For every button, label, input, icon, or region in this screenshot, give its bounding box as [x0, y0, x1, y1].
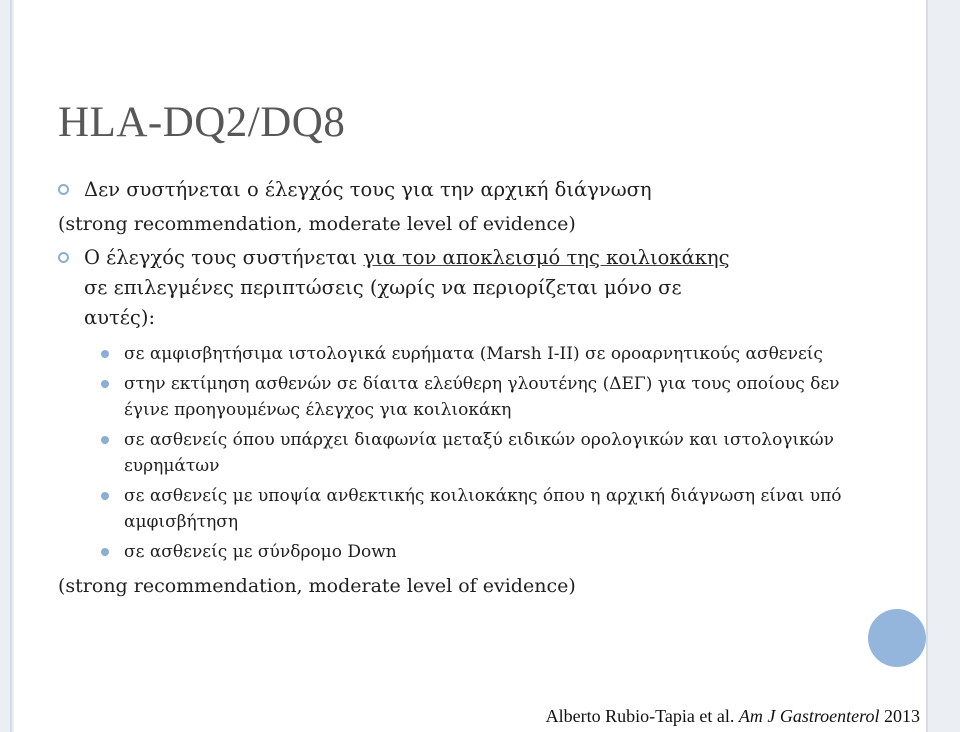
bullet-text-line: σε επιλεγμένες περιπτώσεις (χωρίς να περιορίζεται μόνο σε — [84, 276, 682, 299]
bullet-text-prefix: Ο έλεγχός τους συστήνεται — [84, 246, 364, 269]
hollow-circle-bullet-icon — [58, 184, 69, 195]
bullet-item — [58, 175, 858, 205]
citation-journal: Am J Gastroenterol — [738, 706, 880, 726]
dot-bullet-icon — [101, 548, 109, 556]
slide-title: HLA-DQ2/DQ8 — [58, 99, 346, 146]
bullet-text-emphasis: για τον αποκλεισμό της κοιλιοκάκης — [363, 246, 730, 269]
sub-item-text: σε αμφισβητήσιμα ιστολογικά ευρήματα (Marsh I-II) σε οροαρνητικούς ασθενείς — [124, 344, 823, 364]
sub-list-item — [58, 483, 858, 535]
sub-list-item — [58, 539, 858, 565]
sub-list-item — [58, 371, 858, 423]
sub-list-item — [58, 341, 858, 367]
dot-bullet-icon — [101, 436, 109, 444]
sub-item-text: σε ασθενείς με σύνδρομο Down — [124, 542, 397, 562]
citation-authors: Alberto Rubio-Tapia et al. — [545, 706, 739, 726]
slide-frame-left — [0, 0, 14, 732]
hollow-circle-bullet-icon — [58, 252, 69, 263]
dot-bullet-icon — [101, 350, 109, 358]
bullet-text: Δεν συστήνεται ο έλεγχός τους για την αρχική διάγνωση — [84, 178, 652, 201]
bullet-item — [58, 243, 858, 333]
recommendation-note: (strong recommendation, moderate level of evidence) — [58, 213, 576, 235]
citation-year: 2013 — [879, 706, 920, 726]
slide-frame-right — [926, 0, 960, 732]
slide-body — [58, 175, 858, 601]
sub-item-text: σε ασθενείς με υποψία ανθεκτικής κοιλιοκάκης όπου η αρχική διάγνωση είναι υπό αμφισβήτηση — [124, 486, 842, 532]
citation — [546, 706, 920, 727]
decorative-circle-icon — [868, 609, 926, 667]
dot-bullet-icon — [101, 380, 109, 388]
recommendation-note: (strong recommendation, moderate level of evidence) — [58, 575, 576, 597]
bullet-text-line: αυτές): — [84, 306, 156, 329]
dot-bullet-icon — [101, 492, 109, 500]
sub-list-item — [58, 427, 858, 479]
sub-item-text: σε ασθενείς όπου υπάρχει διαφωνία μεταξύ ειδικών ορολογικών και ιστολογικών ευρημάτων — [124, 430, 834, 476]
sub-item-text: στην εκτίμηση ασθενών σε δίαιτα ελεύθερη γλουτένης (ΔΕΓ) για τους οποίους δεν έγινε προηγουμένως έλεγχος για κοιλιοκάκη — [124, 374, 840, 420]
